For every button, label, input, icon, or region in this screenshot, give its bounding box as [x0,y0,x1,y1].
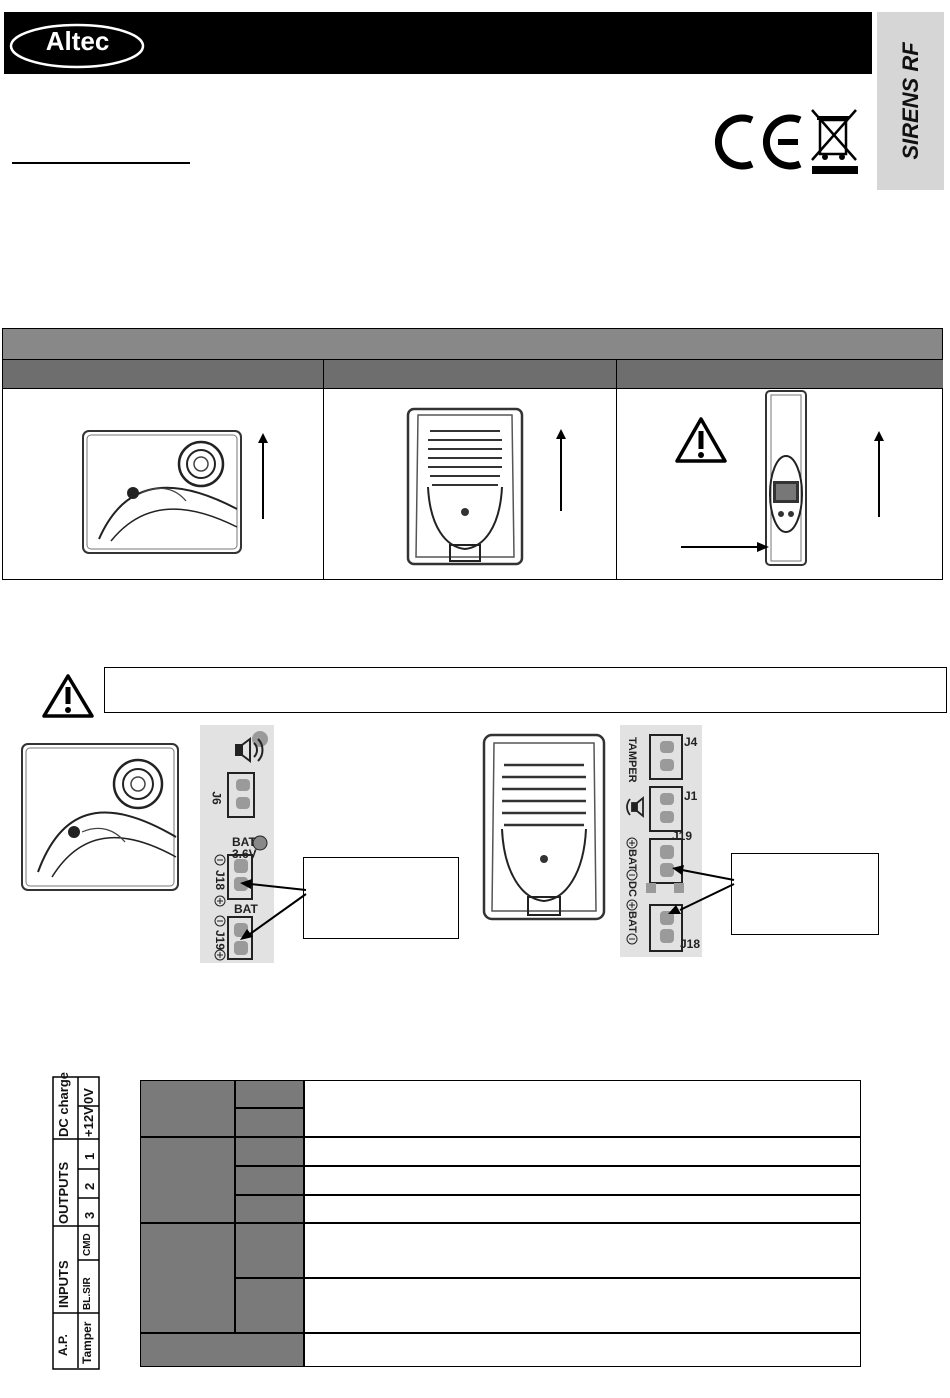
conn-term-o1 [235,1137,304,1166]
strip-outputs: OUTPUTS [56,1161,71,1224]
pcb-outdoor [620,725,702,957]
strip-output-1: 1 [82,1152,97,1160]
strip-cmd: CMD [82,1233,93,1256]
strip-output-2: 2 [82,1182,97,1190]
model-table [2,328,943,580]
model-table-title-bar [3,329,942,360]
callout-box-outdoor [731,853,879,935]
brand-name: Altec [45,26,110,56]
bat-label: BAT [232,835,256,849]
conn-term-cmd [235,1223,304,1278]
strip-inputs: INPUTS [56,1260,71,1308]
strip-0v: 0V [81,1088,96,1104]
indoor-siren-drawing [81,429,246,557]
j18-label: J18 [213,869,228,891]
conn-term-0v [235,1080,304,1108]
j19-label: J19 [213,929,228,951]
right-arrow-icon [679,539,771,555]
voltage-label: 3.6V [232,847,257,861]
conn-term-o3 [235,1195,304,1223]
j1-label: J1 [684,789,698,803]
strip-dc-charge: DC charge [56,1071,71,1137]
side-tab [877,12,944,190]
tamper-label: TAMPER [626,737,638,783]
model-col-header-1 [3,360,323,389]
speaker-icon [627,798,643,816]
up-arrow-icon [553,427,569,513]
model-col-header-3 [617,360,943,389]
section-underline [12,162,190,164]
conn-group-outputs [140,1137,235,1223]
warning-triangle-icon [673,415,729,465]
connection-table [140,1080,861,1367]
callout-arrows-indoor [236,870,310,950]
strip-12v: +12V [81,1106,96,1137]
indoor-siren-small-drawing [20,742,182,894]
warning-box [104,667,947,713]
strip-blsir: BL.SIR [82,1277,93,1310]
conn-desc-o2 [304,1166,861,1195]
j19-label: J19 [672,829,693,843]
up-arrow-icon [871,429,887,519]
conn-group-tamper [140,1333,304,1367]
conn-group-inputs [140,1223,235,1333]
ce-mark-icon [718,118,800,166]
bat-label: BAT [626,849,638,871]
conn-term-o2 [235,1166,304,1195]
j6-label: J6 [209,791,224,805]
callout-box-indoor [303,857,459,939]
brand-logo [6,16,149,74]
conn-group-dc [140,1080,235,1137]
conn-term-blsir [235,1278,304,1333]
terminal-strip [52,1071,100,1370]
conn-desc-tamper [304,1333,861,1367]
ce-weee-marks [712,108,862,178]
strip-output-3: 3 [82,1211,97,1219]
weee-bin-icon [812,110,858,174]
outdoor-siren-small-drawing [482,733,606,921]
conn-desc-dc [304,1080,861,1137]
warning-triangle-icon [40,672,96,720]
up-arrow-icon [255,431,271,521]
conn-desc-o1 [304,1137,861,1166]
dc-label: DC [626,881,638,897]
j4-label: J4 [684,735,698,749]
conn-desc-o3 [304,1195,861,1223]
conn-desc-blsir [304,1278,861,1333]
side-tab-label: SIRENS RF [897,42,923,160]
strip-ap: A.P. [56,1334,70,1356]
model-col-header-2 [324,360,616,389]
conn-desc-cmd [304,1223,861,1278]
strip-tamper: Tamper [80,1321,94,1364]
bat-label-2: BAT [626,911,638,933]
j18-label: J18 [680,937,701,951]
callout-arrows-outdoor [660,862,738,922]
conn-term-12v [235,1108,304,1137]
outdoor-siren-drawing [406,407,524,567]
bat-label-2: BAT [234,902,258,916]
